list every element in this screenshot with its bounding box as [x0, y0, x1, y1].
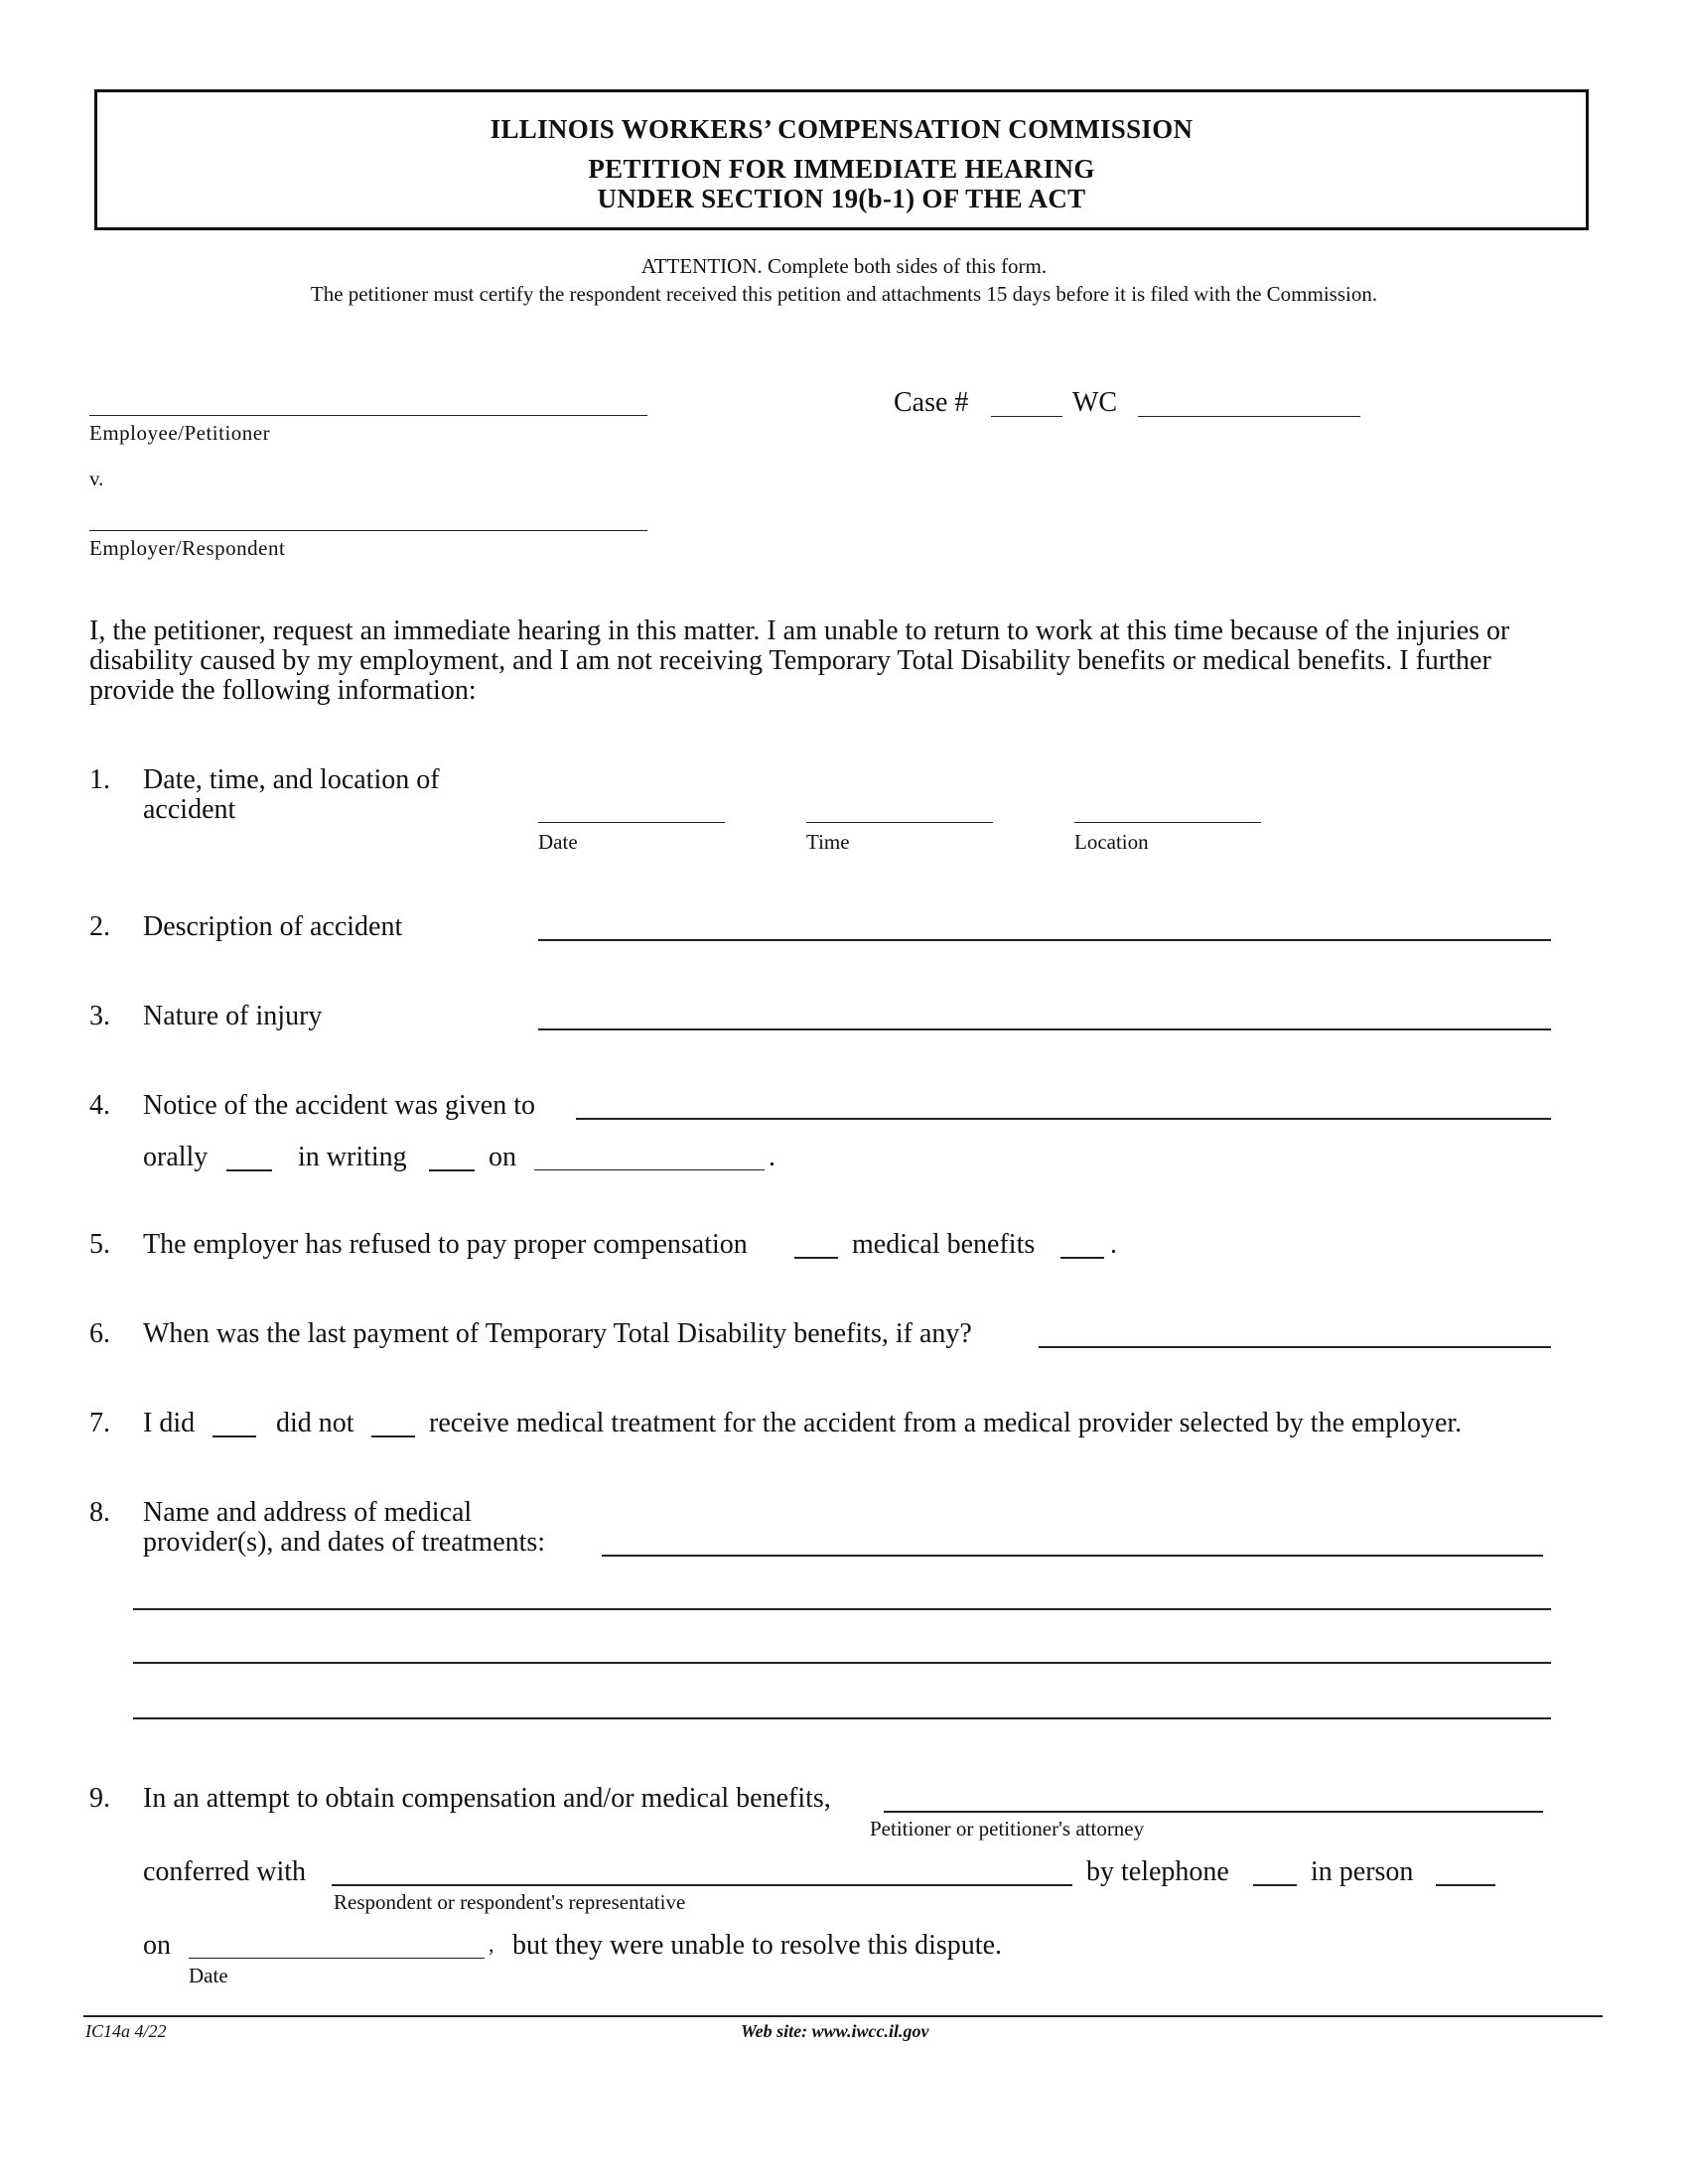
intro-line-3: provide the following information:	[89, 675, 477, 706]
item-7-number: 7.	[89, 1408, 110, 1438]
notice-given-to-field[interactable]	[576, 1118, 1551, 1120]
item-8-label-line-1: Name and address of medical	[143, 1497, 473, 1528]
petitioner-attorney-caption: Petitioner or petitioner's attorney	[870, 1817, 1145, 1841]
item-5-period: .	[1110, 1229, 1117, 1260]
respondent-representative-caption: Respondent or respondent's representative	[334, 1890, 686, 1914]
petitioner-attorney-field[interactable]	[884, 1811, 1543, 1813]
attention-line-1: ATTENTION. Complete both sides of this form.	[640, 254, 1048, 278]
conference-date-caption: Date	[189, 1964, 228, 1987]
did-receive-checkbox-line[interactable]	[212, 1435, 256, 1437]
last-ttd-payment-field[interactable]	[1039, 1346, 1551, 1348]
medical-benefits-label: medical benefits	[852, 1229, 1036, 1260]
item-7-rest: receive medical treatment for the accident from a medical provider selected by the employer.	[429, 1408, 1463, 1438]
conference-date-field[interactable]	[189, 1958, 485, 1959]
refused-compensation-checkbox-line[interactable]	[794, 1257, 838, 1259]
item-6-number: 6.	[89, 1318, 110, 1349]
form-subtitle: UNDER SECTION 19(b-1) OF THE ACT	[597, 184, 1086, 213]
item-8-number: 8.	[89, 1497, 110, 1528]
notice-date-field[interactable]	[534, 1169, 765, 1170]
in-person-label: in person	[1311, 1856, 1414, 1887]
wc-number-field[interactable]	[1138, 416, 1360, 417]
accident-time-field[interactable]	[806, 822, 993, 823]
item-6-label: When was the last payment of Temporary Total Disability benefits, if any?	[143, 1318, 972, 1349]
item-1-label-line-2: accident	[143, 794, 236, 825]
item-3-number: 3.	[89, 1001, 110, 1031]
item-9-number: 9.	[89, 1783, 110, 1814]
footer-rule	[83, 2015, 1603, 2017]
commission-title: ILLINOIS WORKERS’ COMPENSATION COMMISSION	[490, 114, 1194, 144]
in-person-checkbox-line[interactable]	[1436, 1884, 1495, 1886]
did-not-receive-checkbox-line[interactable]	[371, 1435, 415, 1437]
conference-comma: ,	[489, 1932, 494, 1957]
case-number-label: Case #	[894, 387, 969, 418]
accident-location-field[interactable]	[1074, 822, 1261, 823]
wc-label: WC	[1072, 387, 1118, 418]
on-label: on	[489, 1142, 516, 1172]
notice-period: .	[769, 1142, 775, 1172]
item-8-label-line-2: provider(s), and dates of treatments:	[143, 1527, 546, 1558]
medical-provider-field-2[interactable]	[133, 1608, 1551, 1610]
accident-description-field[interactable]	[538, 939, 1551, 941]
item-1-label-line-1: Date, time, and location of	[143, 764, 440, 795]
employer-respondent-field[interactable]	[89, 530, 647, 531]
unable-to-resolve-text: but they were unable to resolve this dispute.	[512, 1930, 1002, 1961]
accident-date-field[interactable]	[538, 822, 725, 823]
case-number-field[interactable]	[991, 416, 1062, 417]
respondent-representative-field[interactable]	[332, 1884, 1072, 1886]
date-caption: Date	[538, 830, 578, 854]
item-9-label: In an attempt to obtain compensation and/or medical benefits,	[143, 1783, 831, 1814]
orally-checkbox-line[interactable]	[226, 1169, 272, 1171]
employee-petitioner-label: Employee/Petitioner	[89, 421, 271, 445]
website: Web site: www.iwcc.il.gov	[741, 2021, 929, 2041]
medical-provider-field-4[interactable]	[133, 1717, 1551, 1719]
item-2-label: Description of accident	[143, 911, 403, 942]
item-1-number: 1.	[89, 764, 110, 795]
by-telephone-label: by telephone	[1086, 1856, 1229, 1887]
orally-label: orally	[143, 1142, 209, 1172]
item-5-number: 5.	[89, 1229, 110, 1260]
item-4-label: Notice of the accident was given to	[143, 1090, 535, 1121]
employee-petitioner-field[interactable]	[89, 415, 647, 416]
time-caption: Time	[806, 830, 850, 854]
in-writing-checkbox-line[interactable]	[429, 1169, 475, 1171]
location-caption: Location	[1074, 830, 1149, 854]
by-telephone-checkbox-line[interactable]	[1253, 1884, 1297, 1886]
attention-line-2: The petitioner must certify the respondent received this petition and attachments 15 days before it is filed with the Commission.	[310, 282, 1378, 306]
item-2-number: 2.	[89, 911, 110, 942]
conferred-with-label: conferred with	[143, 1856, 307, 1887]
did-not-label: did not	[276, 1408, 354, 1438]
intro-line-1: I, the petitioner, request an immediate hearing in this matter. I am unable to return to work at this time because of the injuries or	[89, 615, 1510, 646]
medical-provider-field-1[interactable]	[602, 1555, 1543, 1557]
form-title: PETITION FOR IMMEDIATE HEARING	[588, 154, 1095, 184]
intro-line-2: disability caused by my employment, and I am not receiving Temporary Total Disability benefits or medical benefits. I further	[89, 645, 1491, 676]
conference-on-label: on	[143, 1930, 171, 1961]
form-id: IC14a 4/22	[85, 2021, 167, 2041]
item-3-label: Nature of injury	[143, 1001, 323, 1031]
versus-label: v.	[89, 467, 104, 490]
refused-medical-checkbox-line[interactable]	[1060, 1257, 1104, 1259]
i-did-label: I did	[143, 1408, 196, 1438]
item-5-label: The employer has refused to pay proper compensation	[143, 1229, 748, 1260]
in-writing-label: in writing	[298, 1142, 407, 1172]
item-4-number: 4.	[89, 1090, 110, 1121]
medical-provider-field-3[interactable]	[133, 1662, 1551, 1664]
employer-respondent-label: Employer/Respondent	[89, 536, 286, 560]
form-header-box	[94, 89, 1589, 230]
injury-nature-field[interactable]	[538, 1028, 1551, 1030]
